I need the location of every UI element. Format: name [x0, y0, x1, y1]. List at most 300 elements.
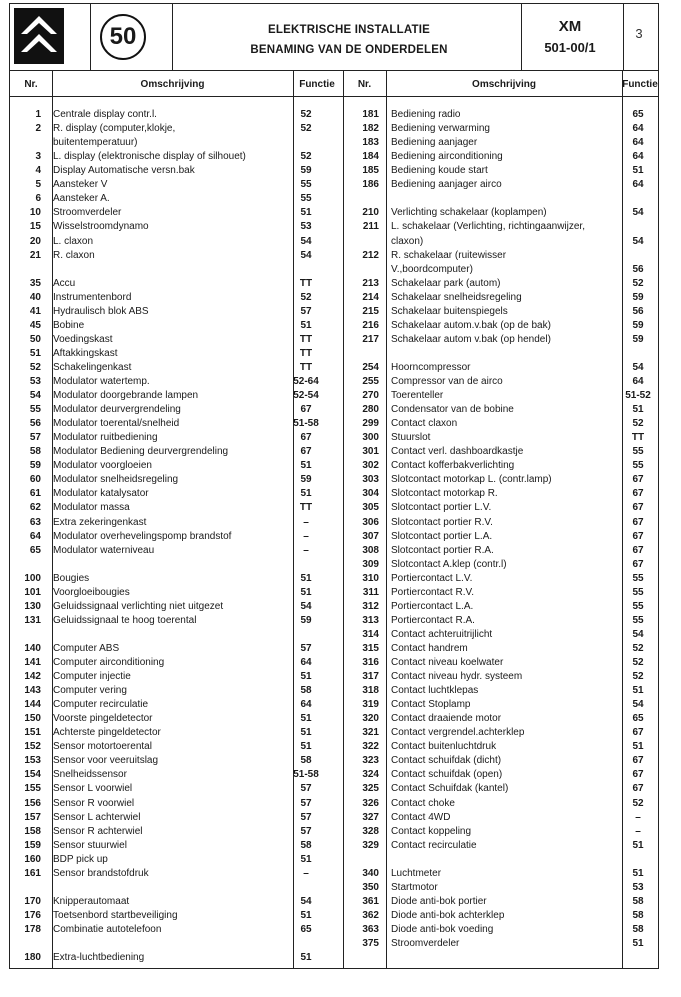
function-code: 55: [632, 614, 644, 626]
function-code: 54: [300, 249, 312, 261]
part-description: Contact draaiende motor: [391, 713, 502, 725]
part-number: 300: [362, 432, 379, 444]
table-row: [339, 754, 661, 768]
table-row: [11, 150, 336, 164]
function-code: 55: [632, 586, 644, 598]
part-description: Bediening radio: [391, 109, 461, 120]
table-row: [339, 839, 661, 853]
table-row: [339, 375, 661, 389]
part-number: 143: [24, 685, 41, 697]
function-code: 51: [632, 741, 644, 753]
part-number: 61: [29, 488, 41, 500]
table-row: [11, 487, 336, 501]
part-number: 40: [29, 291, 41, 303]
function-code: 67: [632, 558, 644, 570]
table-row: [339, 487, 661, 501]
part-number: 362: [362, 909, 379, 921]
part-description: Computer injectie: [53, 671, 131, 682]
function-code: 67: [632, 755, 644, 767]
table-row: [11, 277, 336, 291]
table-row: [11, 726, 336, 740]
function-code: 67: [632, 474, 644, 486]
table-row: [339, 305, 661, 319]
function-code: 57: [300, 783, 312, 795]
function-code: 53: [300, 221, 312, 233]
table-row: [11, 501, 336, 515]
part-number: 153: [24, 755, 41, 767]
table-row: [11, 811, 336, 825]
part-description: Schakelaar park (autom): [391, 277, 501, 289]
table-row: [11, 431, 336, 445]
col-header-nr-left: Nr.: [24, 79, 38, 90]
part-description: Modulator overhevelingspomp brandstof: [53, 530, 232, 542]
function-code: 58: [632, 923, 644, 935]
part-number: 2: [35, 123, 41, 135]
part-number: 305: [362, 502, 379, 514]
table-row: [339, 530, 661, 544]
part-description: Schakelaar autom.v.bak (op de bak): [391, 319, 551, 331]
part-description: Sensor R achterwiel: [53, 825, 143, 837]
function-code: 51-58: [293, 418, 319, 430]
table-row: [11, 235, 336, 249]
table-row: [339, 431, 661, 445]
part-number: 313: [362, 614, 379, 626]
part-description: Contact Stoplamp: [391, 699, 471, 711]
function-code: 65: [632, 713, 644, 725]
table-row: [11, 192, 336, 206]
part-description: Sensor L voorwiel: [53, 783, 133, 795]
part-number: 35: [29, 277, 41, 289]
function-code: 58: [300, 755, 312, 767]
function-code: 64: [632, 123, 644, 135]
part-number: 309: [362, 558, 379, 570]
part-number: 314: [362, 628, 379, 640]
part-number: 327: [362, 811, 379, 823]
part-description: Diode anti-bok achterklep: [391, 909, 505, 921]
function-code: TT: [631, 432, 645, 444]
part-description: Portiercontact L.V.: [391, 572, 473, 584]
part-number: 210: [362, 207, 379, 219]
function-code: 67: [632, 502, 644, 514]
col-header-func-right: Functie: [622, 79, 658, 90]
table-row: [11, 122, 336, 136]
table-row: [11, 389, 336, 403]
function-code: 67: [632, 488, 644, 500]
table-row: [339, 249, 661, 263]
part-description: Achterste pingeldetector: [53, 727, 161, 739]
table-row: [339, 782, 661, 796]
part-description: Contact schuifdak (open): [391, 769, 503, 781]
function-code: TT: [299, 347, 313, 359]
part-description: Aansteker V: [53, 179, 108, 191]
table-row: [339, 544, 661, 558]
part-description: Contact niveau hydr. systeem: [391, 671, 523, 682]
part-number: 328: [362, 825, 379, 837]
function-code: TT: [299, 333, 313, 345]
part-description: Contact luchtklepas: [391, 685, 479, 697]
table-row: [339, 600, 661, 614]
function-code: 55: [632, 600, 644, 612]
part-description: Slotcontact portier R.V.: [391, 516, 493, 528]
part-number: 270: [362, 390, 379, 401]
header-divider: [10, 70, 658, 71]
table-row: [339, 558, 661, 572]
part-description: Condensator van de bobine: [391, 404, 514, 416]
table-row: [11, 909, 336, 923]
function-code: 52: [632, 642, 644, 654]
function-code: 64: [632, 151, 644, 163]
function-code: 65: [632, 109, 644, 120]
part-number: 157: [24, 811, 41, 823]
table-row: [339, 263, 661, 277]
function-code: 55: [300, 193, 312, 205]
part-description: Contact buitenluchtdruk: [391, 741, 497, 753]
function-code: 67: [300, 446, 312, 458]
part-description: L. schakelaar (Verlichting, richtingaanwijzer,: [391, 221, 585, 233]
function-code: 56: [632, 305, 644, 317]
citroen-logo: [14, 8, 64, 64]
part-description: Portiercontact R.V.: [391, 586, 475, 598]
part-number: 306: [362, 516, 379, 528]
part-number: 15: [29, 221, 41, 233]
part-number: 310: [362, 572, 379, 584]
part-number: 20: [29, 235, 41, 247]
function-code: –: [303, 867, 309, 879]
part-number: 280: [362, 404, 379, 416]
part-description: Toerenteller: [391, 390, 444, 401]
table-row: [11, 459, 336, 473]
function-code: 59: [300, 474, 312, 486]
part-number: 181: [362, 109, 379, 120]
part-description: Voorgloeibougies: [53, 586, 130, 598]
part-number: 51: [29, 347, 41, 359]
table-row: [11, 698, 336, 712]
table-row: [339, 698, 661, 712]
part-number: 254: [362, 361, 379, 373]
table-row: [339, 937, 661, 951]
part-description: Verlichting schakelaar (koplampen): [391, 207, 547, 219]
part-number: 213: [362, 277, 379, 289]
function-code: 58: [300, 839, 312, 851]
function-code: –: [635, 811, 641, 823]
table-row: [11, 375, 336, 389]
part-number: 10: [29, 207, 41, 219]
part-number: 301: [362, 446, 379, 458]
part-number: 142: [24, 671, 41, 682]
part-description: Contact koppeling: [391, 825, 472, 837]
part-number: 316: [362, 657, 379, 668]
table-row: [339, 825, 661, 839]
table-row: [339, 501, 661, 515]
table-row: [11, 839, 336, 853]
table-row: [11, 319, 336, 333]
function-code: 52-54: [293, 390, 319, 401]
part-description: Display Automatische versn.bak: [53, 165, 195, 177]
part-description: Contact handrem: [391, 642, 468, 654]
part-description: Modulator Bediening deurvergrendeling: [53, 446, 229, 458]
part-description: Aftakkingskast: [53, 347, 118, 359]
table-row: [11, 782, 336, 796]
part-description: Modulator snelheidsregeling: [53, 474, 179, 486]
table-row: [339, 206, 661, 220]
table-row: [339, 516, 661, 530]
table-row: [339, 740, 661, 754]
function-code: 57: [300, 811, 312, 823]
part-description: Slotcontact A.klep (contr.l): [391, 558, 507, 570]
part-number: 184: [362, 151, 379, 163]
part-description: Slotcontact portier L.V.: [391, 502, 492, 514]
part-number: 183: [362, 137, 379, 149]
table-row: [11, 684, 336, 698]
part-description: Stroomverdeler: [391, 938, 460, 949]
part-description: L. claxon: [53, 235, 94, 247]
function-code: 51: [632, 165, 644, 177]
part-number: 60: [29, 474, 41, 486]
function-code: 55: [632, 446, 644, 458]
part-description: Sensor voor veeruitslag: [53, 755, 159, 767]
table-row: [11, 347, 336, 361]
part-number: 216: [362, 319, 379, 331]
logo-divider: [90, 4, 91, 70]
part-number: 323: [362, 755, 379, 767]
table-row: [339, 726, 661, 740]
part-number: 59: [29, 460, 41, 472]
table-row: [11, 445, 336, 459]
part-description: Modulator watertemp.: [53, 375, 150, 387]
part-description: Geluidssignaal te hoog toerental: [53, 614, 197, 626]
part-number: 58: [29, 446, 41, 458]
table-row: [11, 797, 336, 811]
function-code: 56: [632, 263, 644, 275]
part-description: Modulator doorgebrande lampen: [53, 390, 199, 401]
title-divider: [521, 4, 522, 70]
part-description: Computer airconditioning: [53, 657, 165, 668]
part-number: 50: [29, 333, 41, 345]
part-number: 322: [362, 741, 379, 753]
table-row: [339, 909, 661, 923]
part-description: R. schakelaar (ruitewisser: [391, 249, 507, 261]
part-number: 156: [24, 797, 41, 809]
function-code: 54: [632, 699, 644, 711]
part-number: 3: [35, 151, 41, 163]
table-row: [339, 361, 661, 375]
function-code: 58: [632, 909, 644, 921]
function-code: 54: [300, 600, 312, 612]
part-description: Schakelaar buitenspiegels: [391, 305, 508, 317]
function-code: 55: [632, 460, 644, 472]
part-description: Stuurslot: [391, 432, 431, 444]
table-row: [339, 656, 661, 670]
part-number: 318: [362, 685, 379, 697]
part-number: 141: [24, 657, 41, 668]
table-row: [11, 136, 336, 150]
table-row: [11, 530, 336, 544]
part-description: Toetsenbord startbeveiliging: [53, 909, 178, 921]
part-description: Portiercontact R.A.: [391, 614, 475, 626]
part-number: 320: [362, 713, 379, 725]
function-code: 57: [300, 825, 312, 837]
function-code: 57: [300, 797, 312, 809]
part-number: 41: [29, 305, 41, 317]
table-row: [339, 277, 661, 291]
table-row: [339, 319, 661, 333]
part-description: Wisselstroomdynamo: [53, 221, 149, 233]
part-description: Combinatie autotelefoon: [53, 923, 162, 935]
part-description: R. claxon: [53, 249, 95, 261]
part-description: Hoorncompressor: [391, 361, 471, 373]
part-description: Computer recirculatie: [53, 699, 149, 711]
part-description: Contact recirculatie: [391, 839, 477, 851]
table-row: [11, 403, 336, 417]
table-row: [339, 445, 661, 459]
function-code: 59: [632, 333, 644, 345]
function-code: 64: [632, 375, 644, 387]
function-code: 51: [300, 586, 312, 598]
part-description: Contact claxon: [391, 418, 458, 430]
part-number: 1: [35, 109, 41, 120]
table-row: [11, 164, 336, 178]
part-description: Extra-luchtbediening: [53, 952, 145, 963]
part-description: Diode anti-bok voeding: [391, 923, 494, 935]
table-row: [339, 895, 661, 909]
section-badge: 50: [100, 14, 146, 60]
part-description: Snelheidssensor: [53, 769, 127, 781]
function-code: 51: [632, 867, 644, 879]
part-description: Portiercontact L.A.: [391, 600, 474, 612]
part-number: 214: [362, 291, 379, 303]
part-number: 5: [35, 179, 41, 191]
part-description: Modulator ruitbediening: [53, 432, 158, 444]
part-description: Bediening aanjager: [391, 137, 478, 149]
table-row: [11, 291, 336, 305]
function-code: 51: [632, 938, 644, 949]
table-row: [11, 656, 336, 670]
part-number: 144: [24, 699, 41, 711]
badge-divider: [172, 4, 173, 70]
function-code: 58: [300, 685, 312, 697]
function-code: 52: [300, 109, 312, 120]
function-code: TT: [299, 502, 313, 514]
part-number: 140: [24, 642, 41, 654]
part-description: Modulator massa: [53, 502, 130, 514]
table-row: [339, 923, 661, 937]
col-header-desc-left: Omschrijving: [140, 79, 205, 90]
function-code: 52: [632, 797, 644, 809]
part-number: 303: [362, 474, 379, 486]
part-number: 217: [362, 333, 379, 345]
part-description: Accu: [53, 277, 76, 289]
table-row: [339, 473, 661, 487]
part-number: 57: [29, 432, 41, 444]
part-number: 326: [362, 797, 379, 809]
part-description: Slotcontact motorkap L. (contr.lamp): [391, 474, 552, 486]
part-number: 325: [362, 783, 379, 795]
part-description: Luchtmeter: [391, 867, 442, 879]
part-description: Stroomverdeler: [53, 207, 122, 219]
function-code: –: [303, 516, 309, 528]
table-row: [11, 333, 336, 347]
part-number: 158: [24, 825, 41, 837]
table-row: [339, 867, 661, 881]
function-code: 64: [300, 699, 312, 711]
function-code: 55: [300, 179, 312, 191]
part-number: 54: [29, 390, 41, 401]
function-code: 51: [300, 207, 312, 219]
part-description: Sensor L achterwiel: [53, 811, 141, 823]
part-description: Contact niveau koelwater: [391, 657, 504, 668]
table-row: [339, 811, 661, 825]
function-code: 51: [300, 319, 312, 331]
part-number: 151: [24, 727, 41, 739]
table-row: [339, 797, 661, 811]
function-code: 51: [300, 741, 312, 753]
part-number: 312: [362, 600, 379, 612]
part-number: 152: [24, 741, 41, 753]
part-description: Contact kofferbakverlichting: [391, 460, 515, 472]
table-row: [339, 333, 661, 347]
part-number: 161: [24, 867, 41, 879]
part-description: Modulator voorgloeien: [53, 460, 152, 472]
table-row: [339, 684, 661, 698]
function-code: 51: [300, 909, 312, 921]
function-code: 64: [300, 657, 312, 668]
part-description: Schakelaar autom v.bak (op hendel): [391, 333, 551, 345]
part-number: 319: [362, 699, 379, 711]
part-description: Slotcontact portier R.A.: [391, 544, 494, 556]
function-code: 52: [632, 277, 644, 289]
table-row: [339, 220, 661, 234]
part-number: 182: [362, 123, 379, 135]
table-row: [11, 600, 336, 614]
part-number: 65: [29, 544, 41, 556]
table-row: [339, 122, 661, 136]
part-number: 321: [362, 727, 379, 739]
table-row: [339, 178, 661, 192]
function-code: 51: [300, 572, 312, 584]
table-row: [339, 150, 661, 164]
function-code: 67: [632, 544, 644, 556]
part-number: 176: [24, 909, 41, 921]
reference-number: 501-00/1: [544, 40, 596, 55]
part-number: 52: [29, 361, 41, 373]
part-description: Compressor van de airco: [391, 375, 503, 387]
part-number: 131: [24, 614, 41, 626]
part-number: 185: [362, 165, 379, 177]
part-description: R. display (computer,klokje,: [53, 123, 176, 135]
function-code: 51: [300, 460, 312, 472]
function-code: 55: [632, 572, 644, 584]
function-code: 51: [300, 671, 312, 682]
function-code: 59: [300, 614, 312, 626]
table-row: [11, 516, 336, 530]
title-line-2: BENAMING VAN DE ONDERDELEN: [250, 44, 448, 56]
part-description: Bediening koude start: [391, 165, 488, 177]
part-number: 375: [362, 938, 379, 949]
function-code: 54: [632, 628, 644, 640]
function-code: 57: [300, 305, 312, 317]
function-code: 57: [300, 642, 312, 654]
part-number: 212: [362, 249, 379, 261]
part-description: V.,boordcomputer): [391, 263, 473, 275]
table-row: [11, 417, 336, 431]
function-code: 51: [632, 685, 644, 697]
part-description: Sensor R voorwiel: [53, 797, 135, 809]
table-row: [11, 712, 336, 726]
table-row: [11, 825, 336, 839]
table-row: [11, 768, 336, 782]
function-code: 52: [632, 657, 644, 668]
part-number: 317: [362, 671, 379, 682]
